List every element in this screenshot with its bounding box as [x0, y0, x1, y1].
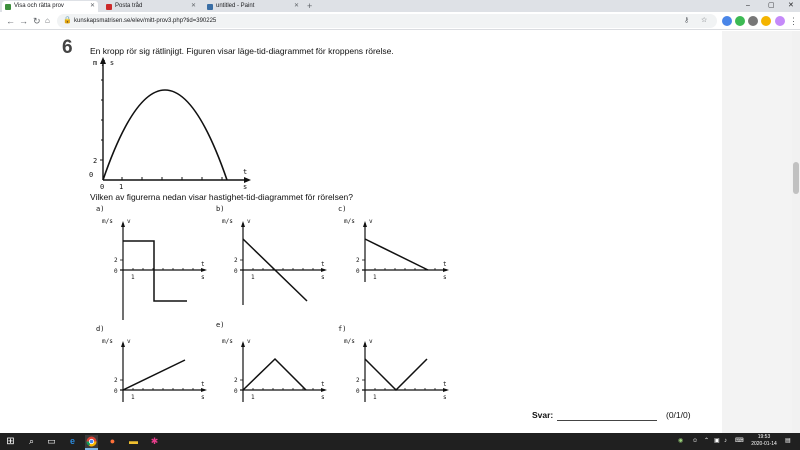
y-unit-label: m/s — [102, 218, 113, 225]
x-unit-label: s — [243, 183, 248, 191]
close-tab-icon[interactable]: ✕ — [190, 3, 196, 9]
option-a-line — [123, 241, 187, 301]
chrome-icon[interactable] — [85, 435, 98, 448]
y-unit-label: m/s — [102, 338, 113, 345]
clock-date: 2020-01-14 — [751, 441, 777, 447]
y-unit-label: m/s — [222, 338, 233, 345]
points-label: (0/1/0) — [666, 410, 691, 420]
tab-title: Visa och rätta prov — [14, 3, 64, 9]
option-a-graph[interactable] — [96, 205, 207, 320]
question-number: 6 — [62, 37, 73, 58]
paint-app-icon[interactable]: ✱ — [150, 436, 159, 446]
file-explorer-icon[interactable]: ▬ — [129, 436, 138, 446]
x-axis-label: t — [201, 381, 205, 388]
y-axis-label: v — [369, 338, 373, 345]
y-tick-label: 0 — [234, 268, 238, 275]
y-unit-label: m / s — [93, 59, 115, 67]
y-tick-label: 0 — [356, 268, 360, 275]
new-tab-button[interactable]: + — [307, 1, 313, 11]
answer-label: Svar: — [532, 410, 554, 420]
network-icon[interactable]: ▣ — [714, 438, 720, 444]
option-e-line — [243, 359, 306, 390]
app-tray-icon[interactable]: ◉ — [678, 438, 684, 444]
option-e-graph[interactable] — [216, 321, 327, 402]
x-axis-label: t — [201, 261, 205, 268]
x-tick-label: 0 — [100, 183, 105, 191]
x-axis-label: t — [321, 381, 325, 388]
windows-start-icon[interactable]: ⊞ — [6, 436, 15, 447]
option-f-graph[interactable] — [338, 325, 449, 402]
x-tick-label: 1 — [251, 274, 255, 281]
option-letter: d) — [96, 325, 105, 333]
y-unit-label: m/s — [222, 218, 233, 225]
forward-icon[interactable]: → — [19, 16, 28, 26]
clock-time: 19:53 — [757, 434, 771, 440]
answer-input-line[interactable] — [557, 420, 657, 421]
x-tick-label: 1 — [119, 183, 124, 191]
y-tick-label: 0 — [114, 388, 118, 395]
home-icon[interactable]: ⌂ — [45, 16, 50, 25]
x-unit-label: s — [443, 274, 447, 281]
option-f-line — [365, 359, 427, 390]
tab-title: Posta tråd — [115, 3, 143, 9]
option-letter: b) — [216, 205, 225, 213]
x-axis-label: t — [321, 261, 325, 268]
firefox-icon[interactable]: ● — [109, 436, 116, 446]
taskbar-clock[interactable] — [749, 434, 779, 448]
menu-icon[interactable]: ⋮ — [789, 16, 798, 26]
y-unit-label: m/s — [344, 218, 355, 225]
option-b-graph[interactable] — [216, 205, 327, 305]
key-icon[interactable]: ⚷ — [684, 17, 690, 24]
option-d-line — [123, 360, 185, 390]
minimize-button[interactable]: – — [746, 2, 750, 9]
option-letter: e) — [216, 321, 225, 329]
option-letter: a) — [96, 205, 105, 213]
reload-icon[interactable]: ↻ — [33, 16, 41, 26]
option-letter: c) — [338, 205, 347, 213]
y-axis-label: v — [247, 218, 251, 225]
y-tick-label: 2 — [114, 377, 118, 384]
position-time-graph — [89, 57, 251, 191]
y-tick-label: 0 — [356, 388, 360, 395]
y-tick-label: 2 — [234, 257, 238, 264]
x-unit-label: s — [321, 274, 325, 281]
x-unit-label: s — [321, 394, 325, 401]
y-axis-label: v — [127, 218, 131, 225]
position-curve — [103, 90, 227, 180]
option-letter: f) — [338, 325, 347, 333]
x-unit-label: s — [201, 394, 205, 401]
x-unit-label: s — [443, 394, 447, 401]
question-prompt: Vilken av figurerna nedan visar hastighet-tid-diagrammet för rörelsen? — [90, 192, 354, 202]
notifications-icon[interactable]: ▤ — [785, 438, 791, 444]
people-icon[interactable]: ☺ — [692, 438, 699, 444]
x-tick-label: 1 — [373, 394, 377, 401]
y-tick-label: 2 — [114, 257, 118, 264]
task-view-icon[interactable]: ▭ — [47, 436, 56, 446]
url-text: kunskapsmatrisen.se/elev/mitt-prov3.php?tid=390225 — [74, 18, 217, 24]
edge-icon[interactable]: e — [69, 436, 75, 446]
y-unit-label: m/s — [344, 338, 355, 345]
y-axis-label: v — [127, 338, 131, 345]
y-axis-label: v — [247, 338, 251, 345]
y-tick-label: 2 — [234, 377, 238, 384]
option-c-graph[interactable] — [338, 205, 449, 282]
x-tick-label: 1 — [251, 394, 255, 401]
x-unit-label: s — [201, 274, 205, 281]
y-tick-label: 2 — [356, 377, 360, 384]
search-icon[interactable]: ⌕ — [28, 436, 35, 446]
close-tab-icon[interactable]: ✕ — [293, 3, 299, 9]
volume-icon[interactable]: ♪ — [724, 438, 727, 444]
y-axis-label: v — [369, 218, 373, 225]
bookmark-star-icon[interactable]: ☆ — [701, 17, 708, 24]
maximize-button[interactable]: ▢ — [768, 2, 775, 9]
option-d-graph[interactable] — [96, 325, 207, 402]
windows-taskbar — [0, 433, 800, 450]
keyboard-icon[interactable]: ⌨ — [735, 438, 744, 444]
show-hidden-icons-icon[interactable]: ⌃ — [704, 438, 710, 444]
option-c-line — [365, 239, 428, 270]
y-tick-label: 0 — [114, 268, 118, 275]
origin-label: 0 — [89, 171, 94, 179]
x-axis-label: t — [243, 168, 248, 176]
tab-title: untitled - Paint — [216, 3, 255, 9]
x-tick-label: 1 — [131, 274, 135, 281]
y-tick-label: 0 — [234, 388, 238, 395]
close-window-button[interactable]: ✕ — [788, 2, 794, 9]
close-tab-icon[interactable]: ✕ — [89, 3, 95, 9]
x-axis-label: t — [443, 381, 447, 388]
y-tick-label: 2 — [356, 257, 360, 264]
x-tick-label: 1 — [131, 394, 135, 401]
x-axis-label: t — [443, 261, 447, 268]
question-text: En kropp rör sig rätlinjigt. Figuren visar läge-tid-diagrammet för kroppens rörelse. — [90, 46, 394, 56]
y-tick-label: 2 — [93, 157, 98, 165]
back-icon[interactable]: ← — [6, 16, 15, 26]
x-tick-label: 1 — [373, 274, 377, 281]
lock-icon: 🔒 — [63, 17, 72, 24]
